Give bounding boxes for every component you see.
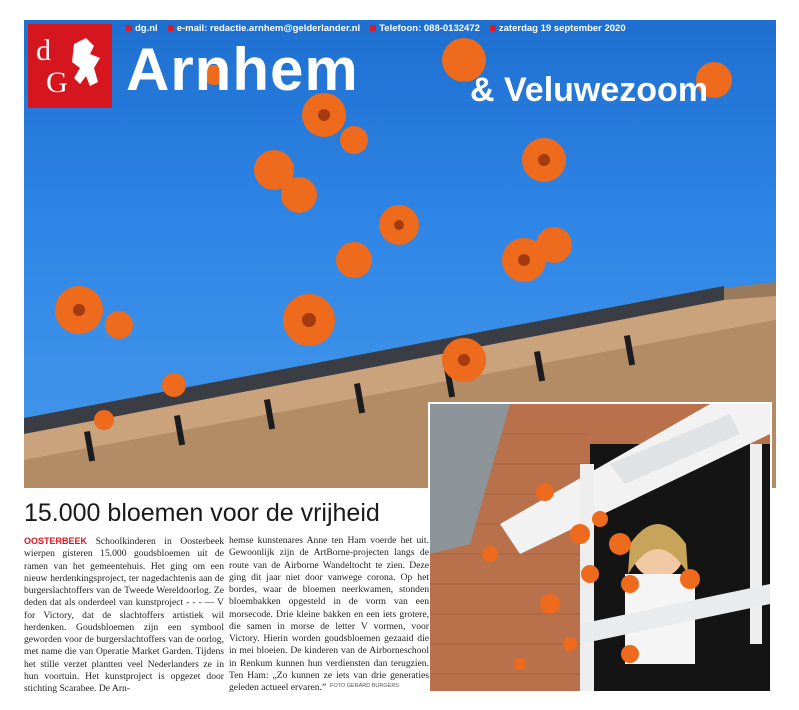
article-column-1 (24, 535, 224, 695)
info-website[interactable] (126, 23, 158, 34)
info-date-label: zaterdag 19 september 2020 (498, 22, 626, 34)
masthead-info-bar (126, 20, 626, 36)
child-window-illustration (430, 404, 770, 691)
bullet-icon (370, 25, 376, 31)
masthead-title: Arnhem (126, 36, 359, 103)
masthead-subtitle: & Veluwezoom (470, 71, 709, 109)
info-website-label: dg.nl (135, 22, 158, 34)
svg-text:G: G (46, 66, 68, 99)
dateline: OOSTERBEEK (24, 536, 88, 546)
article-column-2-text: hemse kunstenares Anne ten Ham voerde het uit. Gewoonlijk zijn de ArtBorne-projecten langs de route van de Airborne Wandeltocht te zien. Deze ging dit jaar niet door vanwege corona. Op het bordes, waar de bloemen neerkwamen, stonden bloembakken opgesteld in de vorm van een morsecode. Drie kleine bakken en een iets grotere, die samen in morse de letter V vormen, voor Victory. Hierin worden goudsbloemen gezaaid die in mei bloeien. De kinderen van de Airborneschool in Renkum kunnen hun verdiensten dan terugzien. Ten Ham: „Zo kunnen ze iets van drie generaties geleden actueel ervaren.” (229, 535, 429, 693)
info-email-label: e-mail: redactie.arnhem@gelderlander.nl (176, 22, 361, 34)
info-email[interactable] (168, 23, 361, 34)
bullet-icon (168, 25, 174, 31)
bullet-icon (126, 25, 132, 31)
dg-logo[interactable] (28, 24, 112, 108)
article-column-1-text: Schoolkinderen in Oosterbeek wierpen gisteren 15.000 goudsbloemen uit de ramen van het gemeentehuis. Het ging om een nieuw herdenkingsproject, ter nagedachtenis aan de burgerslachtoffers van de Tweede Wereldoorlog. Ze deden dat als onderdeel van kunstproject - - - — V for Victory, dat de slachtoffers artistiek wil herdenken. Goudsbloemen zijn een symbool geworden voor de burgerslachtoffers van de oorlog, met name die van Operatie Market Garden. Tijdens het stille verzet plantten veel Nederlanders ze in hun voortuin. Het kunstproject is opgezet door stichting Scarabee. De Arn- (24, 536, 224, 694)
article-headline: 15.000 bloemen voor de vrijheid (24, 499, 380, 527)
photo-credit: FOTO GERARD BURGERS (330, 683, 399, 689)
inset-photo (428, 402, 772, 693)
info-phone-label: Telefoon: 088-0132472 (379, 22, 480, 34)
bullet-icon (490, 25, 496, 31)
info-phone (370, 23, 480, 34)
article-column-2 (229, 535, 429, 694)
svg-text:d: d (36, 34, 51, 67)
info-date (490, 23, 626, 34)
dg-logo-mark (28, 24, 112, 108)
